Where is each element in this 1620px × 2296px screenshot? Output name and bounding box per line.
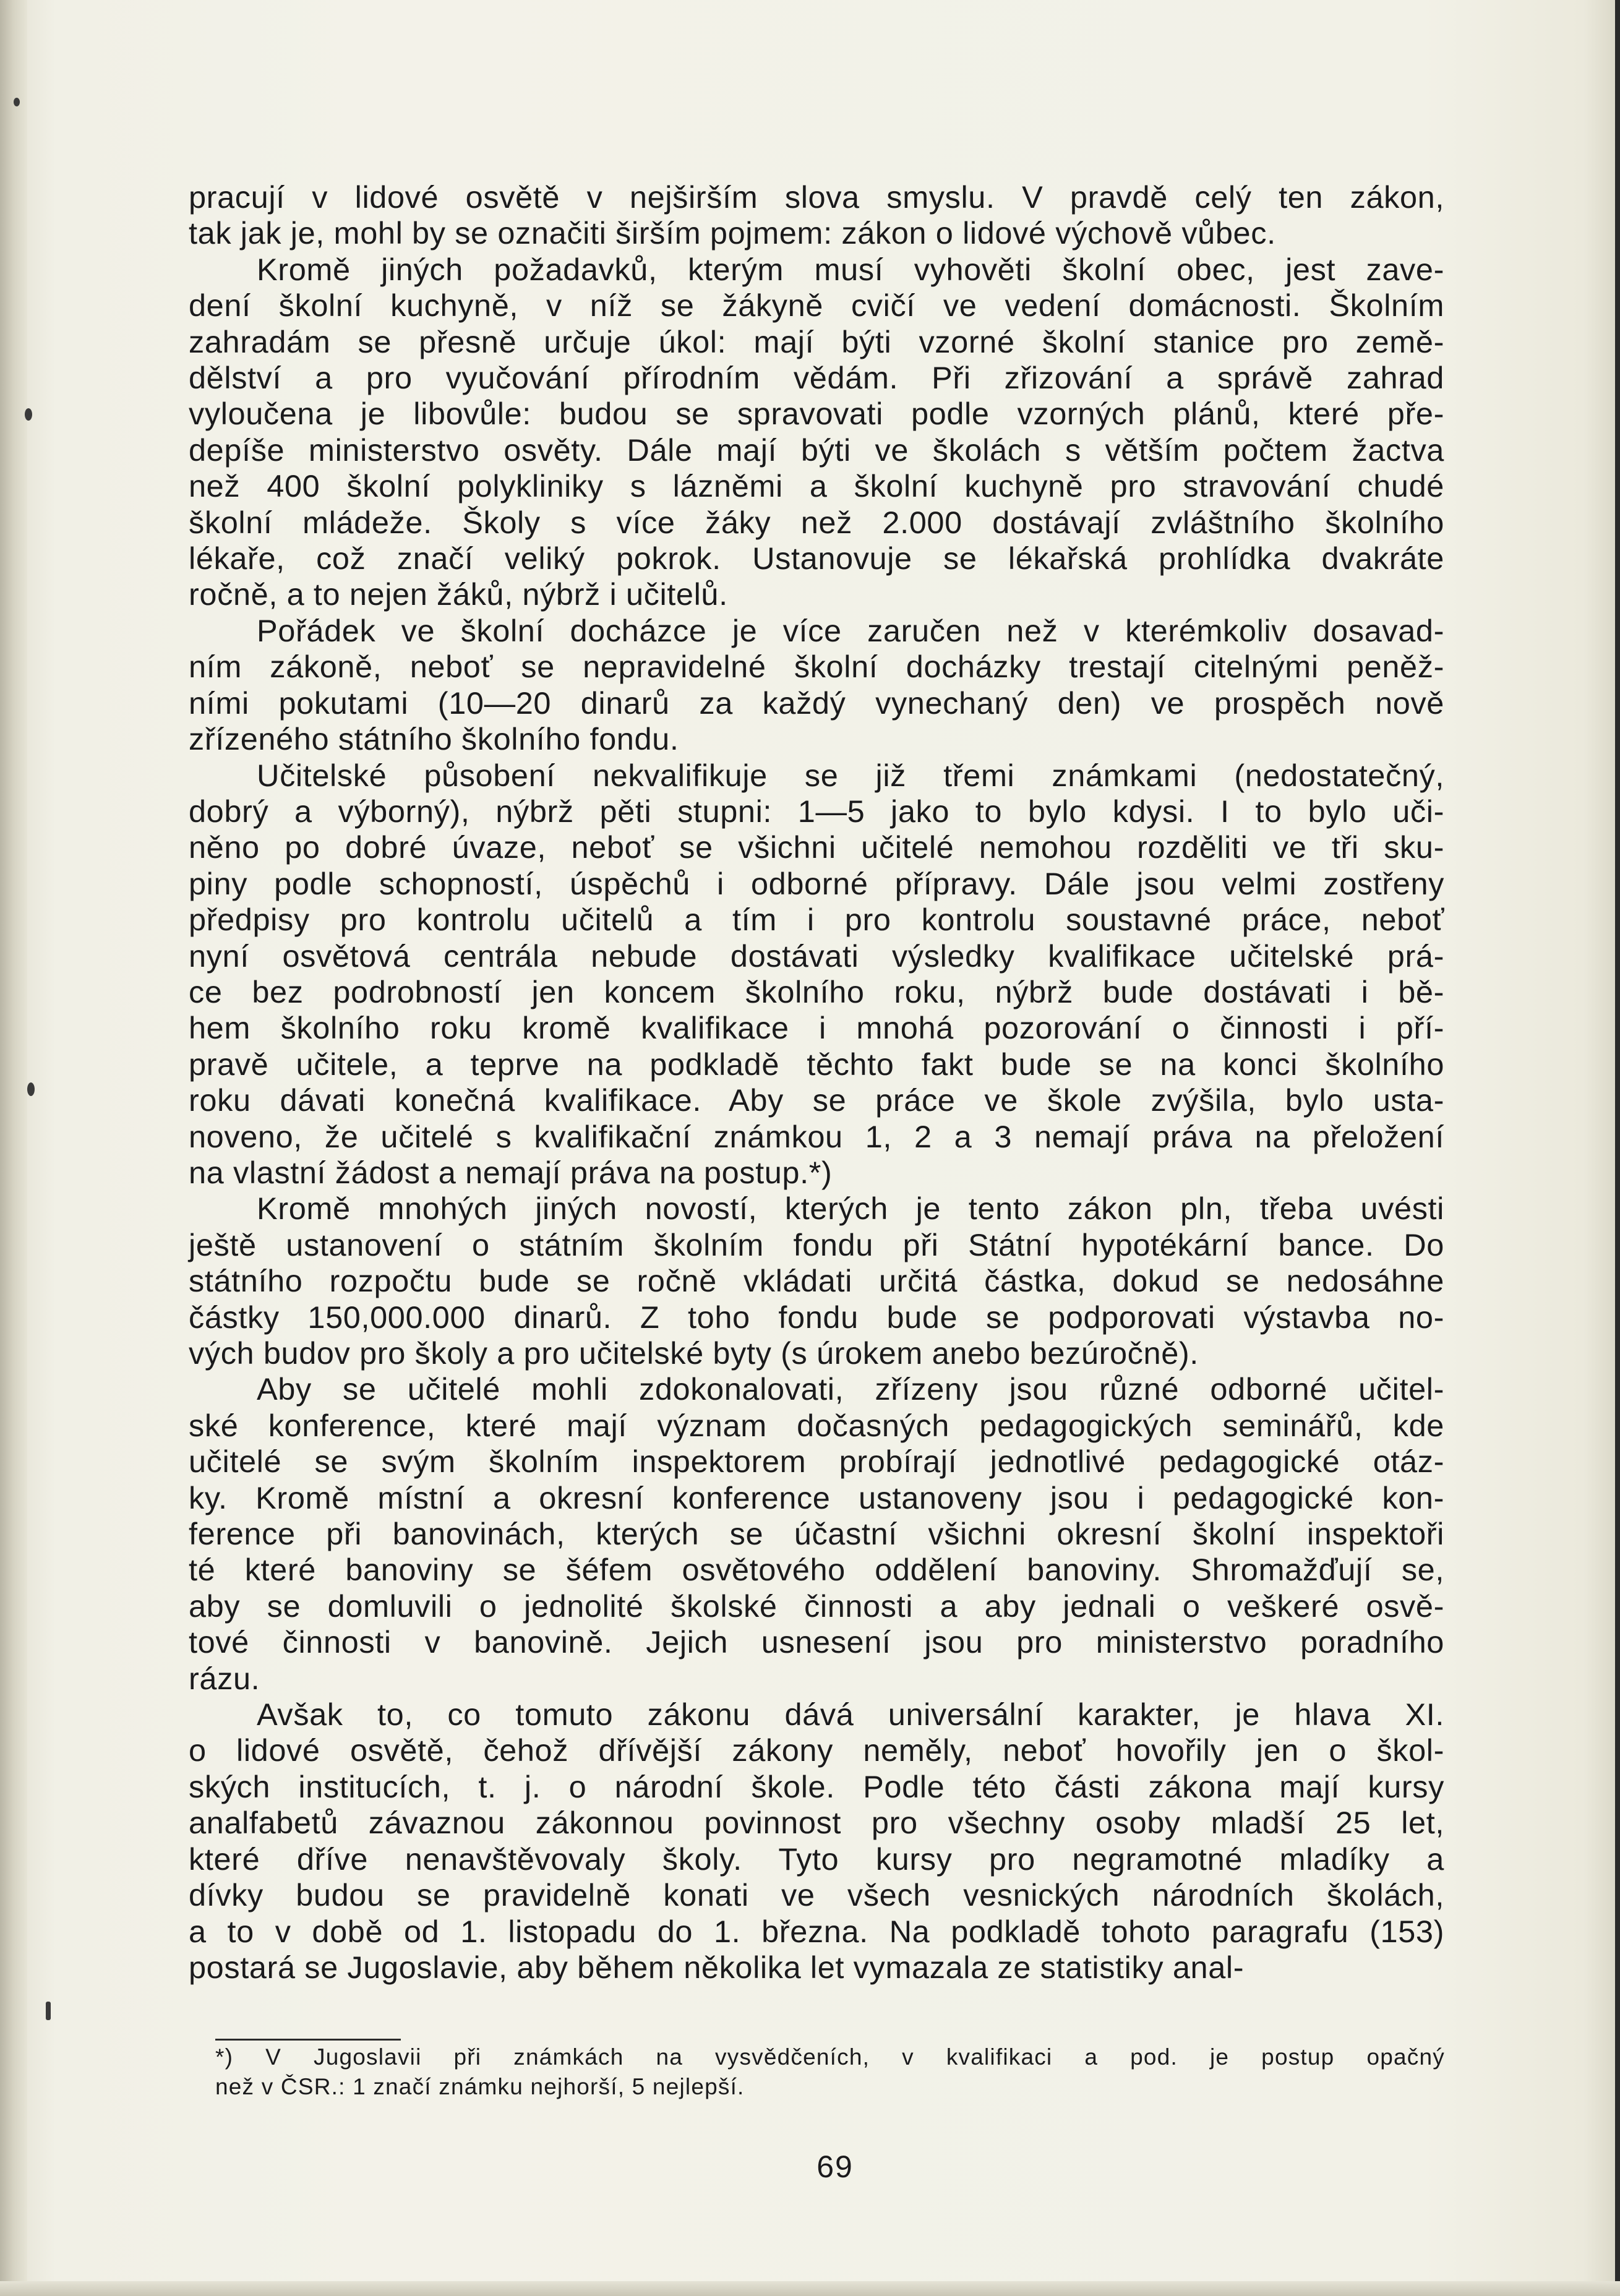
text-line: na vlastní žádost a nemají práva na postup.*): [189, 1154, 833, 1190]
page-number: 69: [816, 2149, 854, 2184]
text-line: postará se Jugoslavie, aby během několika let vymazala ze statistiky anal-: [189, 1949, 1245, 1985]
text-line: něno po dobré úvaze, neboť se všichni učitelé nemohou rozděliti ve tři sku-: [189, 829, 1444, 865]
margin-mark: [14, 98, 20, 106]
page-edge-shadow: [1615, 0, 1620, 2296]
text-line: vých budov pro školy a pro učitelské byty (s úrokem anebo bezúročně).: [189, 1335, 1199, 1371]
footnote-separator: [215, 2039, 401, 2041]
text-line: pravě učitele, a teprve na podkladě těchto fakt bude se na konci školního: [189, 1046, 1444, 1082]
text-line: tak jak je, mohl by se označiti širším pojmem: zákon o lidové výchově vůbec.: [189, 215, 1276, 251]
text-line: rázu.: [189, 1660, 260, 1696]
text-line: roku dávati konečná kvalifikace. Aby se práce ve škole zvýšila, bylo usta-: [189, 1082, 1444, 1118]
text-line: noveno, že učitelé s kvalifikační známkou 1, 2 a 3 nemají práva na přeložení: [189, 1118, 1444, 1154]
margin-mark: [46, 2002, 51, 2020]
text-line: Učitelské působení nekvalifikuje se již třemi známkami (nedostatečný,: [257, 757, 1444, 793]
text-line: dení školní kuchyně, v níž se žákyně cvičí ve vedení domácnosti. Školním: [189, 288, 1444, 323]
text-line: ských institucích, t. j. o národní škole. Podle této části zákona mají kursy: [189, 1768, 1444, 1804]
text-line: Pořádek ve školní docházce je více zaručen než v kterémkoliv dosavad-: [257, 612, 1444, 648]
text-line: státního rozpočtu bude se ročně vkládati určitá částka, dokud se nedosáhne: [189, 1263, 1444, 1299]
text-line: částky 150,000.000 dinarů. Z toho fondu bude se podporovati výstavba no-: [189, 1299, 1444, 1335]
text-line: než 400 školní polykliniky s lázněmi a školní kuchyně pro stravování chudé: [189, 468, 1444, 504]
text-line: analfabetů závaznou zákonnou povinnost pro všechny osoby mladší 25 let,: [189, 1805, 1444, 1841]
text-line: učitelé se svým školním inspektorem probírají jednotlivé pedagogické otáz-: [189, 1444, 1444, 1480]
body-text: [189, 179, 1444, 1985]
text-line: Aby se učitelé mohli zdokonalovati, zřízeny jsou různé odborné učitel-: [257, 1371, 1444, 1407]
text-line: vyloučena je libovůle: budou se spravovati podle vzorných plánů, které pře-: [189, 396, 1444, 432]
text-line: o lidové osvětě, čehož dřívější zákony neměly, neboť hovořily jen o škol-: [189, 1733, 1444, 1768]
text-line: té které banoviny se šéfem osvětového oddělení banoviny. Shromažďují se,: [189, 1552, 1444, 1588]
text-line: a to v době od 1. listopadu do 1. března. Na podkladě tohoto paragrafu (153): [189, 1913, 1444, 1949]
text-line: Kromě jiných požadavků, kterým musí vyhověti školní obec, jest zave-: [257, 251, 1444, 287]
margin-mark: [27, 1082, 35, 1096]
text-line: ky. Kromě místní a okresní konference ustanoveny jsou i pedagogické kon-: [189, 1480, 1444, 1515]
text-line: dělství a pro vyučování přírodním vědám. Při zřizování a správě zahrad: [189, 360, 1444, 396]
text-line: zřízeného státního školního fondu.: [189, 721, 679, 757]
text-line: zahradám se přesně určuje úkol: mají býti vzorné školní stanice pro země-: [189, 323, 1444, 359]
text-line: ce bez podrobností jen koncem školního roku, nýbrž bude dostávati i bě-: [189, 974, 1444, 1009]
text-line: dívky budou se pravidelně konati ve všech vesnických národních školách,: [189, 1877, 1444, 1913]
text-line: ské konference, které mají význam dočasných pedagogických seminářů, kde: [189, 1407, 1444, 1443]
text-line: ním zákoně, neboť se nepravidelné školní docházky trestají citelnými peněž-: [189, 649, 1444, 685]
page-bottom-edge: [0, 2281, 1620, 2296]
text-line: ference při banovinách, kterých se účastní všichni okresní školní inspektoři: [189, 1516, 1444, 1552]
footnote-line: *) V Jugoslavii při známkách na vysvědčeních, v kvalifikaci a pod. je postup opačný: [215, 2044, 1445, 2070]
text-line: depíše ministerstvo osvěty. Dále mají býti ve školách s větším počtem žactva: [189, 432, 1444, 468]
text-line: Kromě mnohých jiných novostí, kterých je tento zákon pln, třeba uvésti: [257, 1191, 1444, 1227]
text-line: ními pokutami (10—20 dinarů za každý vynechaný den) ve prospěch nově: [189, 685, 1444, 721]
text-line: tové činnosti v banovině. Jejich usnesení jsou pro ministerstvo poradního: [189, 1624, 1444, 1660]
text-line: ještě ustanovení o státním školním fondu při Státní hypotékární bance. Do: [189, 1227, 1444, 1262]
text-line: Avšak to, co tomuto zákonu dává universální karakter, je hlava XI.: [257, 1697, 1444, 1733]
text-line: hem školního roku kromě kvalifikace i mnohá pozorování o činnosti i pří-: [189, 1010, 1444, 1046]
footnote: [215, 2042, 1445, 2102]
text-line: dobrý a výborný), nýbrž pěti stupni: 1—5 jako to bylo kdysi. I to bylo uči-: [189, 793, 1444, 829]
footnote-line: než v ČSR.: 1 značí známku nejhorší, 5 nejlepší.: [215, 2074, 745, 2099]
text-line: nyní osvětová centrála nebude dostávati výsledky kvalifikace učitelské prá-: [189, 938, 1444, 974]
text-line: které dříve nenavštěvovaly školy. Tyto kursy pro negramotné mladíky a: [189, 1841, 1444, 1877]
text-line: piny podle schopností, úspěchů i odborné přípravy. Dále jsou velmi zostřeny: [189, 865, 1444, 901]
text-line: pracují v lidové osvětě v nejširším slova smyslu. V pravdě celý ten zákon,: [189, 179, 1444, 215]
binding-gutter: [0, 0, 27, 2296]
text-line: školní mládeže. Školy s více žáky než 2.000 dostávají zvláštního školního: [189, 504, 1444, 540]
text-line: aby se domluvili o jednolité školské činnosti a aby jednali o veškeré osvě-: [189, 1588, 1444, 1624]
margin-mark: [25, 408, 32, 421]
text-line: ročně, a to nejen žáků, nýbrž i učitelů.: [189, 576, 728, 612]
text-line: předpisy pro kontrolu učitelů a tím i pro kontrolu soustavné práce, neboť: [189, 902, 1444, 938]
text-line: lékaře, což značí veliký pokrok. Ustanovuje se lékařská prohlídka dvakráte: [189, 541, 1444, 576]
